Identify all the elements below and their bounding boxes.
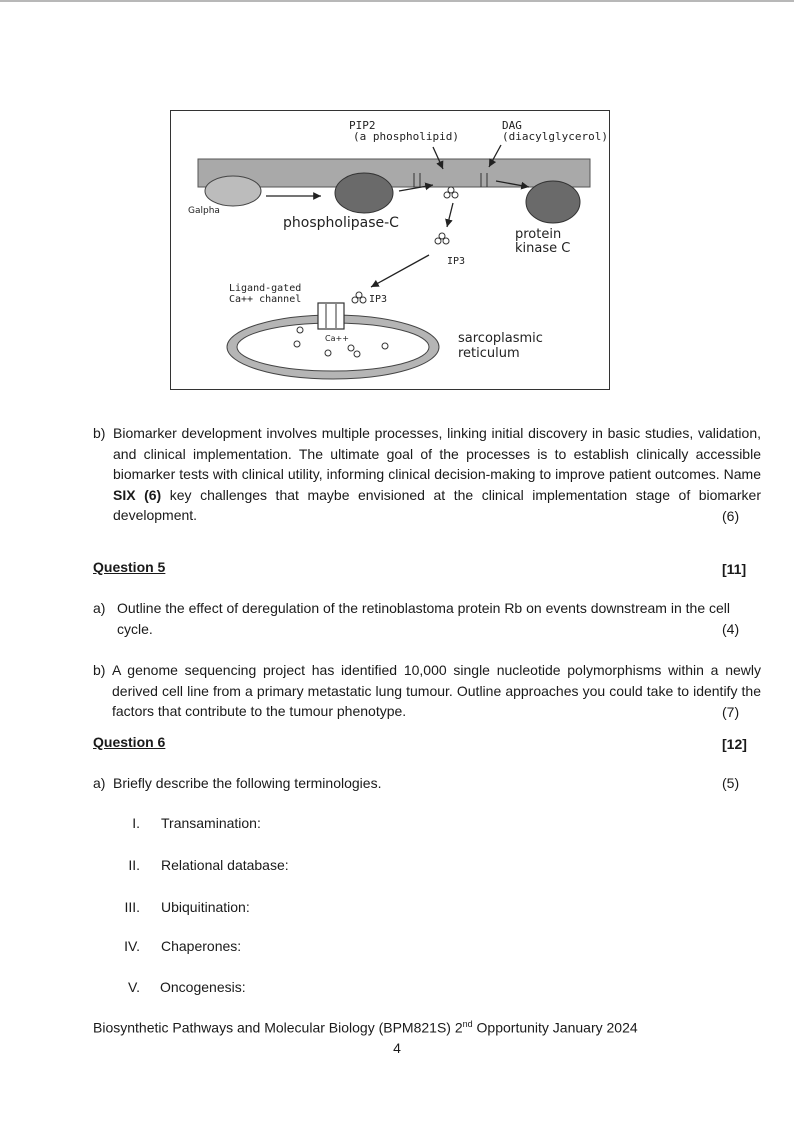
q4b-marks: (6) [722, 508, 740, 524]
question-5-title: Question 5 [93, 559, 166, 575]
pathway-diagram [171, 111, 611, 391]
question-6-title: Question 6 [93, 734, 166, 750]
phospholipase-c-shape [335, 173, 393, 213]
ligand-gated-channel-shape [318, 303, 344, 329]
q6a-marks: (5) [722, 775, 740, 791]
ip3-label-mid: IP3 [447, 256, 466, 267]
q4b-text-post: key challenges that maybe envisioned at the clinical implementation stage of biomarker development. [113, 486, 761, 523]
footer-sup: nd [462, 1019, 473, 1029]
page-number: 4 [393, 1040, 401, 1056]
q4b-question [113, 423, 761, 526]
q5a-text: Outline the effect of deregulation of the retinoblastoma protein Rb on events downstream in the cell cycle. [117, 600, 730, 637]
galpha-label: Galpha [188, 206, 220, 216]
q4b-text-pre: Biomarker development involves multiple processes, linking initial discovery in basic studies, validation, and clinical implementation. The ultimate goal of the processes is to establish clinically accessible biomarker tests with clinical utility, informing clinical decision-making to improve patient outcomes. Name [113, 425, 761, 482]
term-number: III. [124, 899, 140, 915]
page-top-rule [0, 0, 794, 2]
phospholipase-c-label: phospholipase-C [283, 215, 399, 231]
ip3-molecule-membrane [444, 187, 458, 198]
term-text: Transamination: [161, 815, 261, 831]
term-number: IV. [124, 938, 140, 954]
q5b-label: b) [93, 662, 106, 678]
sarcoplasmic-reticulum-label-1: sarcoplasmic [458, 331, 543, 346]
term-number: II. [128, 857, 140, 873]
ip3-molecule-cytosol [435, 233, 449, 244]
q4b-label: b) [93, 425, 106, 441]
ligand-gated-label-1: Ligand-gated [229, 283, 302, 294]
protein-kinase-c-shape [526, 181, 580, 223]
footer-text-pre: Biosynthetic Pathways and Molecular Biology (BPM821S) 2 [93, 1019, 463, 1036]
sarcoplasmic-reticulum-label-2: reticulum [458, 346, 520, 361]
term-number: V. [128, 979, 140, 995]
q5b-marks: (7) [722, 704, 740, 720]
page-footer [93, 1019, 638, 1036]
protein-kinase-c-label-1: protein [515, 227, 562, 242]
calcium-label: Ca++ [325, 334, 349, 343]
signaling-pathway-figure [170, 110, 610, 390]
protein-kinase-c-label-2: kinase C [515, 241, 571, 256]
q5a-marks: (4) [722, 621, 740, 637]
term-text: Relational database: [161, 857, 289, 873]
ip3-label-channel: IP3 [369, 294, 388, 305]
q6a-text: Briefly describe the following terminologies. [113, 775, 382, 791]
ip3-molecule-channel [352, 292, 366, 303]
term-text: Oncogenesis: [160, 979, 246, 995]
q5b-text: A genome sequencing project has identified 10,000 single nucleotide polymorphisms within a newly derived cell line from a primary metastatic lung tumour. Outline approaches you could take to identify the factors that contribute to the tumour phenotype. [112, 662, 761, 719]
q5a-label: a) [93, 600, 106, 616]
dag-sublabel: (diacylglycerol) [502, 130, 608, 143]
term-text: Chaperones: [161, 938, 242, 954]
ligand-gated-label-2: Ca++ channel [229, 294, 302, 305]
dag-label: DAG [502, 119, 522, 132]
term-text: Ubiquitination: [161, 899, 250, 915]
galpha-protein [205, 176, 261, 206]
q4b-text-bold: SIX (6) [113, 486, 162, 503]
question-5-total: [11] [722, 561, 747, 577]
question-6-total: [12] [722, 736, 747, 752]
term-number: I. [132, 815, 140, 831]
q6a-label: a) [93, 775, 106, 791]
pip2-label: PIP2 [349, 119, 376, 132]
footer-text-post: Opportunity January 2024 [472, 1019, 638, 1036]
pip2-sublabel: (a phospholipid) [353, 130, 459, 143]
